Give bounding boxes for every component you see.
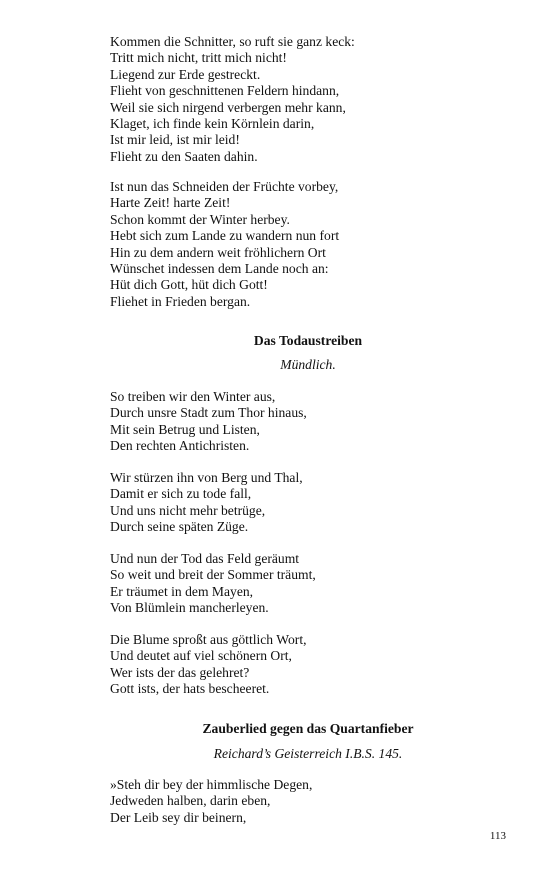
verse-line: Durch unsre Stadt zum Thor hinaus,: [110, 405, 307, 421]
verse-line: Und nun der Tod das Feld geräumt: [110, 551, 300, 566]
verse-line: Hebt sich zum Lande zu wandern nun fort: [110, 228, 340, 244]
poem-source-zauberlied: Reichard’s Geisterreich I.B.S. 145.: [213, 746, 403, 761]
verse-line: Harte Zeit! harte Zeit!: [110, 195, 231, 211]
verse-line: Flieht zu den Saaten dahin.: [110, 148, 258, 164]
poem-source-todaustreiben: Mündlich.: [280, 357, 336, 372]
verse-line: Tritt mich nicht, tritt mich nicht!: [110, 50, 287, 66]
stanza-6: [110, 632, 307, 698]
verse-line: Jedweden halben, darin eben,: [110, 793, 271, 809]
verse-line: Liegend zur Erde gestreckt.: [110, 66, 261, 82]
verse-line: Und deutet auf viel schönern Ort,: [110, 648, 292, 664]
verse-line: Flieht von geschnittenen Feldern hindann,: [110, 83, 340, 99]
verse-line: So treiben wir den Winter aus,: [110, 389, 276, 404]
verse-line: Fliehet in Frieden bergan.: [110, 293, 251, 309]
stanza-7: [110, 777, 312, 826]
verse-line: Wünschet indessen dem Lande noch an:: [110, 261, 329, 277]
verse-line: Den rechten Antichristen.: [110, 438, 250, 454]
verse-line: »Steh dir bey der himmlische Degen,: [110, 777, 313, 792]
poem-title-todaustreiben: Das Todaustreiben: [253, 333, 363, 348]
stanza-5: [110, 551, 316, 617]
stanza-4: [110, 470, 303, 536]
page-number: 113: [489, 830, 506, 842]
poem-title-zauberlied: Zauberlied gegen das Quartanfieber: [202, 721, 414, 736]
verse-line: Weil sie sich nirgend verbergen mehr kann,: [110, 99, 346, 115]
verse-line: Ist nun das Schneiden der Früchte vorbey,: [110, 179, 339, 194]
verse-line: Er träumet in dem Mayen,: [110, 583, 254, 599]
verse-line: Hin zu dem andern weit fröhlichern Ort: [110, 244, 326, 260]
verse-line: Wer ists der das gelehret?: [110, 664, 250, 680]
verse-line: Mit sein Betrug und Listen,: [110, 421, 260, 437]
verse-line: Kommen die Schnitter, so ruft sie ganz keck:: [110, 34, 355, 49]
verse-line: So weit und breit der Sommer träumt,: [110, 567, 316, 583]
verse-line: Damit er sich zu tode fall,: [110, 486, 252, 502]
stanza-2: [110, 179, 339, 310]
verse-line: Von Blümlein mancherleyen.: [110, 600, 269, 616]
verse-line: Gott ists, der hats bescheeret.: [110, 681, 270, 697]
verse-line: Schon kommt der Winter herbey.: [110, 211, 290, 227]
verse-line: Die Blume sproßt aus göttlich Wort,: [110, 632, 307, 647]
verse-line: Wir stürzen ihn von Berg und Thal,: [110, 470, 303, 485]
verse-line: Klaget, ich finde kein Körnlein darin,: [110, 116, 315, 132]
verse-line: Und uns nicht mehr betrüge,: [110, 502, 266, 518]
verse-line: Ist mir leid, ist mir leid!: [110, 132, 240, 148]
verse-line: Der Leib sey dir beinern,: [110, 809, 247, 825]
stanza-3: [110, 389, 307, 455]
stanza-1: [110, 34, 355, 165]
verse-line: Hüt dich Gott, hüt dich Gott!: [110, 277, 268, 293]
verse-line: Durch seine späten Züge.: [110, 519, 249, 535]
